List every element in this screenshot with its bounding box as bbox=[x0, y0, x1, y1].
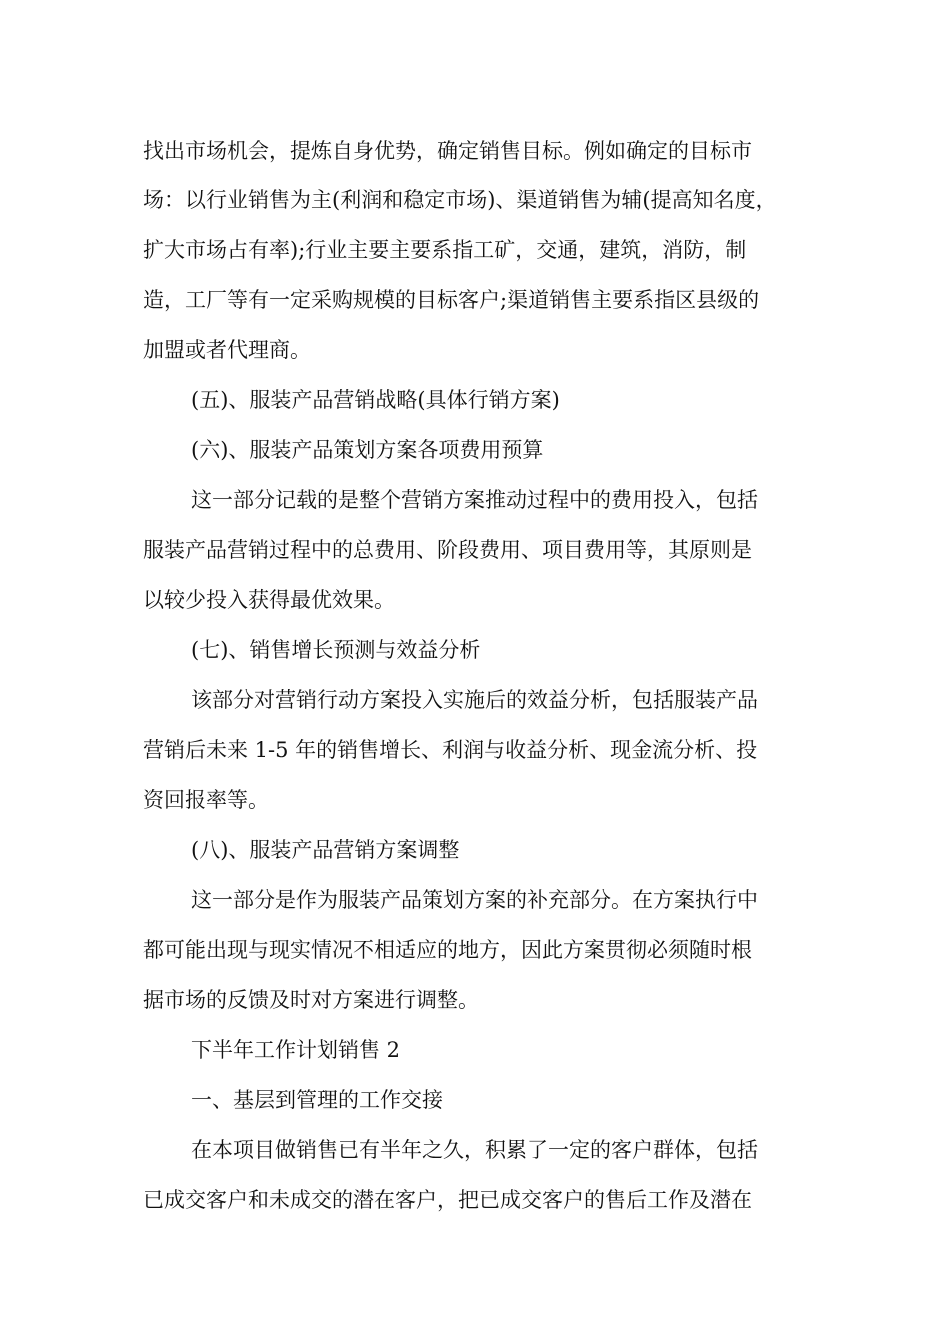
text-line: 据市场的反馈及时对方案进行调整。 bbox=[143, 988, 479, 1012]
section-heading: (五)、服装产品营销战略(具体行销方案) bbox=[191, 388, 560, 412]
text-line: 已成交客户和未成交的潜在客户，把已成交客户的售后工作及潜在 bbox=[143, 1188, 752, 1212]
text-line: 服装产品营销过程中的总费用、阶段费用、项目费用等，其原则是 bbox=[143, 538, 752, 562]
section-heading: 一、基层到管理的工作交接 bbox=[191, 1088, 443, 1112]
text-line: 加盟或者代理商。 bbox=[143, 338, 311, 362]
section-heading: (七)、销售增长预测与效益分析 bbox=[191, 638, 481, 662]
section-heading: (八)、服装产品营销方案调整 bbox=[191, 838, 460, 862]
text-line: 资回报率等。 bbox=[143, 788, 269, 812]
text-line: 营销后未来 1-5 年的销售增长、利润与收益分析、现金流分析、投 bbox=[143, 738, 758, 762]
text-line: 这一部分记载的是整个营销方案推动过程中的费用投入，包括 bbox=[191, 488, 758, 512]
text-line: 以较少投入获得最优效果。 bbox=[143, 588, 395, 612]
text-line: 这一部分是作为服装产品策划方案的补充部分。在方案执行中 bbox=[191, 888, 758, 912]
text-line: 扩大市场占有率);行业主要主要系指工矿，交通，建筑，消防，制 bbox=[143, 238, 747, 262]
text-line: 都可能出现与现实情况不相适应的地方，因此方案贯彻必须随时根 bbox=[143, 938, 752, 962]
text-line: 造，工厂等有一定采购规模的目标客户;渠道销售主要系指区县级的 bbox=[143, 288, 760, 312]
text-line: 该部分对营销行动方案投入实施后的效益分析，包括服装产品 bbox=[191, 688, 758, 712]
section-heading: (六)、服装产品策划方案各项费用预算 bbox=[191, 438, 544, 462]
document-title: 下半年工作计划销售 2 bbox=[191, 1038, 401, 1062]
text-line: 找出市场机会，提炼自身优势，确定销售目标。例如确定的目标市 bbox=[143, 139, 752, 163]
text-line: 在本项目做销售已有半年之久，积累了一定的客户群体，包括 bbox=[191, 1138, 758, 1162]
text-line: 场：以行业销售为主(利润和稳定市场)、渠道销售为辅(提高知名度， bbox=[143, 188, 777, 212]
